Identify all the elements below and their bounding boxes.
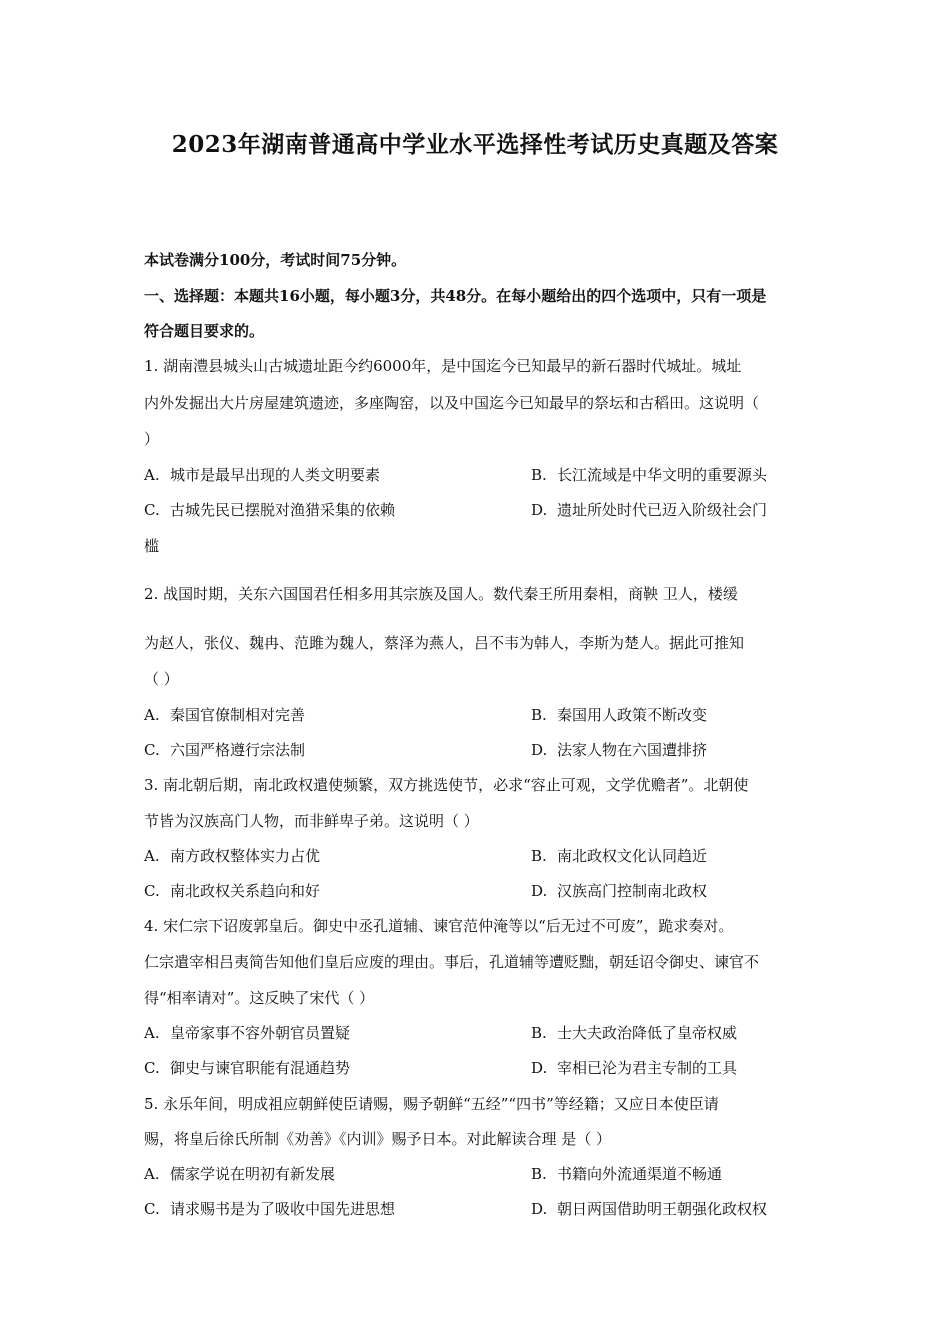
option-text: 宰相已沦为君主专制的工具 — [557, 1059, 738, 1077]
question-4-option-d — [531, 1057, 737, 1078]
question-4-line3: 得“相率请对”。这反映了宋代（ ） — [144, 989, 375, 1007]
question-5-option-d — [531, 1198, 767, 1219]
question-3-option-b — [531, 845, 707, 866]
question-5-option-c — [144, 1198, 395, 1219]
option-letter: C. — [144, 501, 160, 519]
question-5-option-a — [144, 1163, 335, 1184]
question-2-option-c — [144, 739, 305, 760]
option-text: 遗址所处时代已迈入阶级社会门 — [557, 501, 768, 519]
option-text: 南北政权文化认同趋近 — [557, 847, 708, 865]
option-letter: D. — [531, 1059, 548, 1077]
question-4-option-b — [531, 1022, 737, 1043]
option-letter: B. — [531, 847, 547, 865]
option-text: 六国严格遵行宗法制 — [170, 741, 306, 759]
question-1-option-b — [531, 464, 767, 485]
section-heading-line1: 一、选择题：本题共16小题，每小题3分，共48分。在每小题给出的四个选项中，只有一项是 — [144, 287, 767, 305]
option-letter: D. — [531, 1200, 548, 1218]
option-letter: A. — [144, 1165, 160, 1183]
option-text: 儒家学说在明初有新发展 — [170, 1165, 336, 1183]
question-4-line2: 仁宗遣宰相吕夷简告知他们皇后应废的理由。事后，孔道辅等遭贬黜，朝廷诏令御史、谏官不 — [144, 953, 760, 971]
option-text: 士大夫政治降低了皇帝权威 — [557, 1024, 738, 1042]
option-text: 皇帝家事不容外朝官员置疑 — [170, 1024, 351, 1042]
option-text: 南方政权整体实力占优 — [170, 847, 321, 865]
question-2-line3: （ ） — [144, 670, 179, 688]
option-text: 法家人物在六国遭排挤 — [557, 741, 708, 759]
question-2-line1: 2. 战国时期，关东六国国君任相多用其宗族及国人。数代秦王所用秦相，商鞅 卫人，楼缓 — [144, 585, 738, 603]
question-1-option-d — [531, 499, 767, 520]
option-text: 古城先民已摆脱对渔猎采集的依赖 — [170, 501, 396, 519]
question-3-line2: 节皆为汉族高门人物，而非鲜卑子弟。这说明（ ） — [144, 812, 479, 830]
question-1-option-c — [144, 499, 395, 520]
score-info: 本试卷满分100分，考试时间75分钟。 — [144, 251, 407, 269]
option-letter: C. — [144, 1059, 160, 1077]
option-letter: A. — [144, 847, 160, 865]
option-text: 秦国用人政策不断改变 — [557, 706, 708, 724]
option-text: 请求赐书是为了吸收中国先进思想 — [170, 1200, 396, 1218]
option-letter: B. — [531, 1024, 547, 1042]
question-1-option-d-wrap: 槛 — [144, 537, 160, 555]
question-1-option-a — [144, 464, 380, 485]
question-4-option-a — [144, 1022, 350, 1043]
option-letter: B. — [531, 706, 547, 724]
option-text: 书籍向外流通渠道不畅通 — [557, 1165, 723, 1183]
question-5-line1: 5. 永乐年间，明成祖应朝鲜使臣请赐，赐予朝鲜“五经”“四书”等经籍；又应日本使臣请 — [144, 1095, 719, 1113]
option-text: 秦国官僚制相对完善 — [170, 706, 306, 724]
option-letter: D. — [531, 741, 548, 759]
option-text: 御史与谏官职能有混通趋势 — [170, 1059, 351, 1077]
option-letter: C. — [144, 1200, 160, 1218]
option-letter: C. — [144, 882, 160, 900]
option-letter: B. — [531, 1165, 547, 1183]
option-letter: B. — [531, 466, 547, 484]
question-2-line2: 为赵人，张仪、魏冉、范雎为魏人，蔡泽为燕人，吕不韦为韩人，李斯为楚人。据此可推知 — [144, 634, 745, 652]
question-2-option-d — [531, 739, 707, 760]
option-letter: A. — [144, 466, 160, 484]
option-text: 南北政权关系趋向和好 — [170, 882, 321, 900]
section-heading-line2: 符合题目要求的。 — [144, 322, 265, 340]
page-title: 2023年湖南普通高中学业水平选择性考试历史真题及答案 — [171, 131, 779, 158]
question-3-line1: 3. 南北朝后期，南北政权遣使频繁，双方挑选使节，必求“容止可观，文学优赡者”。北朝使 — [144, 776, 749, 794]
question-1-line1: 1. 湖南澧县城头山古城遗址距今约6000年，是中国迄今已知最早的新石器时代城址。城址 — [144, 357, 742, 375]
question-1-line2: 内外发掘出大片房屋建筑遗迹，多座陶窑，以及中国迄今已知最早的祭坛和古稻田。这说明（ — [144, 394, 760, 412]
option-text: 汉族高门控制南北政权 — [557, 882, 708, 900]
question-3-option-d — [531, 880, 707, 901]
option-letter: D. — [531, 882, 548, 900]
option-letter: A. — [144, 706, 160, 724]
option-letter: D. — [531, 501, 548, 519]
option-text: 长江流域是中华文明的重要源头 — [557, 466, 768, 484]
question-4-line1: 4. 宋仁宗下诏废郭皇后。御史中丞孔道辅、谏官范仲淹等以“后无过不可废”，跪求奏对。 — [144, 917, 734, 935]
option-text: 朝日两国借助明王朝强化政权权 — [557, 1200, 768, 1218]
question-5-line2: 赐，将皇后徐氏所制《劝善》《内训》赐予日本。对此解读合理 是（ ） — [144, 1130, 612, 1148]
option-letter: C. — [144, 741, 160, 759]
question-3-option-a — [144, 845, 320, 866]
question-4-option-c — [144, 1057, 350, 1078]
option-letter: A. — [144, 1024, 160, 1042]
question-1-line3: ） — [144, 430, 160, 448]
question-2-option-a — [144, 704, 305, 725]
question-3-option-c — [144, 880, 320, 901]
question-2-option-b — [531, 704, 707, 725]
option-text: 城市是最早出现的人类文明要素 — [170, 466, 381, 484]
question-5-option-b — [531, 1163, 722, 1184]
